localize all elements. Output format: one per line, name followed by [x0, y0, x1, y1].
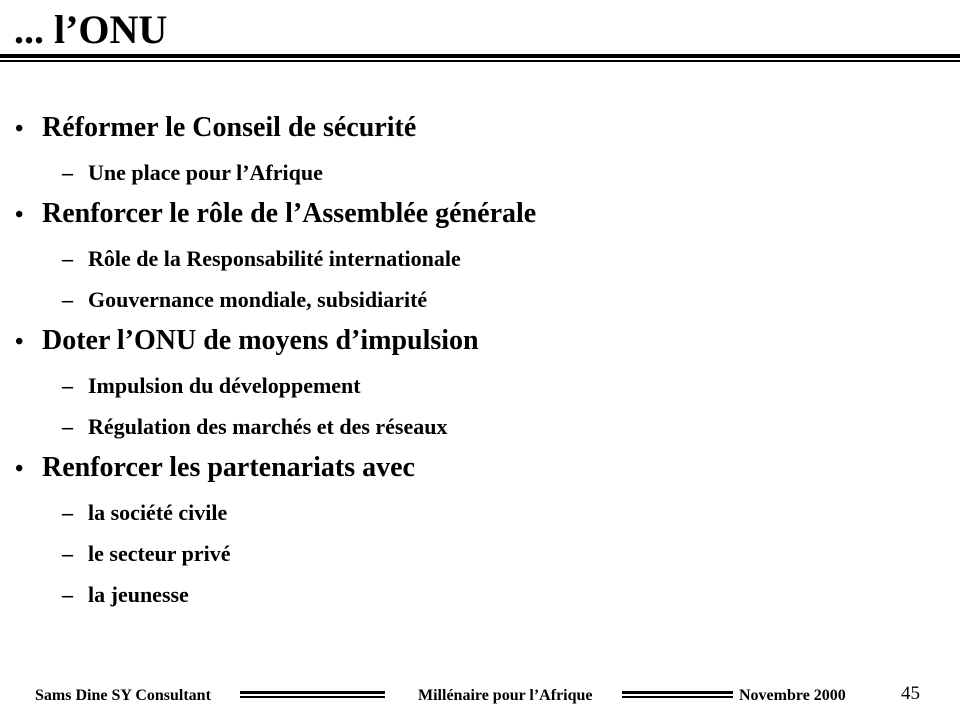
footer-divider-line: [622, 691, 733, 698]
bullet-item: [0, 325, 960, 358]
bullet-text: Doter l’ONU de moyens d’impulsion: [42, 325, 479, 356]
sub-bullet-text: Impulsion du développement: [88, 373, 361, 398]
bullet-item: [0, 198, 960, 231]
sub-bullet-item: [0, 373, 960, 399]
sub-bullet-text: la jeunesse: [88, 582, 189, 607]
dash-icon: –: [62, 582, 73, 607]
sub-bullet-item: [0, 160, 960, 186]
dash-icon: –: [62, 500, 73, 525]
bullet-icon: •: [15, 116, 24, 142]
slide-footer: [0, 684, 960, 710]
dash-icon: –: [62, 414, 73, 439]
dash-icon: –: [62, 541, 73, 566]
dash-icon: –: [62, 373, 73, 398]
bullet-text: Renforcer le rôle de l’Assemblée générale: [42, 198, 537, 229]
sub-bullet-text: Gouvernance mondiale, subsidiarité: [88, 287, 428, 312]
sub-bullet-item: [0, 582, 960, 608]
sub-bullet-text: le secteur privé: [88, 541, 231, 566]
title-rule: [0, 54, 960, 62]
page-number: 45: [901, 683, 920, 704]
sub-bullet-item: [0, 287, 960, 313]
sub-bullet-text: la société civile: [88, 500, 228, 525]
sub-bullet-item: [0, 414, 960, 440]
sub-bullet-text: Une place pour l’Afrique: [88, 160, 323, 185]
dash-icon: –: [62, 287, 73, 312]
bullet-list: [0, 62, 960, 608]
bullet-item: [0, 112, 960, 145]
bullet-text: Réformer le Conseil de sécurité: [42, 112, 417, 143]
slide-title: ... l’ONU: [14, 7, 168, 52]
sub-bullet-item: [0, 541, 960, 567]
sub-bullet-item: [0, 246, 960, 272]
bullet-icon: •: [15, 456, 24, 482]
bullet-icon: •: [15, 329, 24, 355]
bullet-icon: •: [15, 202, 24, 228]
footer-divider-line: [240, 691, 385, 698]
dash-icon: –: [62, 246, 73, 271]
sub-bullet-text: Rôle de la Responsabilité internationale: [88, 246, 461, 271]
bullet-text: Renforcer les partenariats avec: [42, 452, 415, 483]
footer-date: Novembre 2000: [739, 687, 846, 704]
footer-author: Sams Dine SY Consultant: [35, 687, 211, 704]
sub-bullet-item: [0, 500, 960, 526]
footer-program: Millénaire pour l’Afrique: [418, 687, 593, 704]
dash-icon: –: [62, 160, 73, 185]
bullet-item: [0, 452, 960, 485]
sub-bullet-text: Régulation des marchés et des réseaux: [88, 414, 448, 439]
